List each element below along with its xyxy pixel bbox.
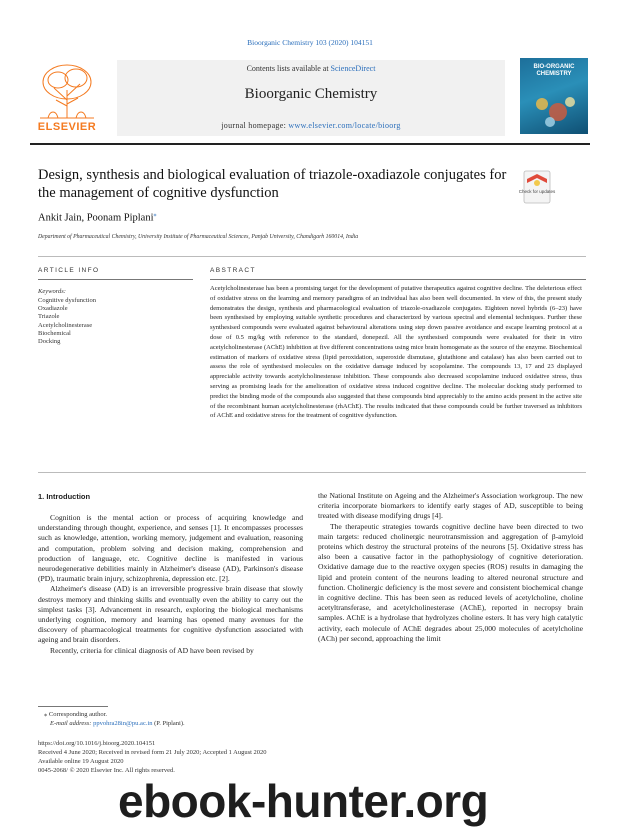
keyword-item: Biochemical <box>38 329 71 337</box>
email-suffix: (P. Piplani). <box>152 720 185 727</box>
body-column-right <box>318 491 583 644</box>
email-label: E-mail address: <box>50 720 94 727</box>
authors-names[interactable]: Ankit Jain, Poonam Piplani <box>38 212 154 224</box>
journal-name: Bioorganic Chemistry <box>244 86 378 102</box>
body-paragraph: the National Institute on Ageing and the Alzheimer's Association workgroup. The new criteria incorporate biomarkers to identify early stages of AD, susceptible to being treated with disease modifying drugs [4]. <box>318 491 583 521</box>
keyword-item: Triazole <box>38 313 60 321</box>
body-paragraph: Alzheimer's disease (AD) is an irreversible progressive brain disease that slowly destroys memory and thinking skills and eventually even the ability to carry out the simplest tasks [3]. Advancement in research, exploring the biological mechanisms underlying cognition, memory and learning has opened many avenues for the discovery of pharmacological treatments for cognitive dysfunction associated with ageing and brain disorders. <box>38 584 303 645</box>
body-column-left <box>38 513 303 656</box>
article-title: Design, synthesis and biological evaluation of triazole-oxadiazole conjugates for the management of cognitive dysfunction <box>38 167 507 201</box>
footnote-rule <box>38 706 108 707</box>
abstract-text: Acetylcholinesterase has been a promising target for the development of putative therapeutics against cognitive decline. The deleterious effect of oxidative stress on the learning and memory paradigms of an individual has also been well documented. In view of this, the present study demonstrates the design, synthesis and pharmacological evaluation of triazole-oxadiazole conjugates. Eighteen novel hybrids (6–23) have been synthesised by employing suitable synthetic procedures and characterized by various spectral and elemental techniques. Further these synthesised compounds were evaluated against behavioural alterations using step down passive avoidance and escape learning protocol at a dose of 0.5 mg/kg with reference to the standard, donepezil. All the synthesised compounds were evaluated for their in vitro acetylcholinesterase (AChE) inhibition at five different concentrations using mice brain homogenate as the source of the enzyme. Biochemical estimation of markers of oxidative stress (lipid peroxidation, superoxide dismutase, glutathione and catalase) has also been carried out to assess the role of synthesised molecules on the oxidative damage induced by scopolamine. The compounds 13, 17 and 23 displayed appreciable activity towards acetylcholinesterase inhibition. These compounds also decreased scopolamine induced oxidative stress, thus serving as promising leads for the amelioration of oxidative stress induced cognitive decline. The molecular docking study performed to predict the binding mode of the compounds also suggested that these compounds bind appreciably to the amino acids present in the active site of the recombinant human acetylcholinesterase (rhAChE). The results indicated that these compounds could be further traversed as inhibitors of AChE and oxidative stress for the treatment of cognitive dysfunction. <box>210 285 582 420</box>
corresponding-author-note: ⁎ Corresponding author. <box>44 711 108 718</box>
keyword-item: Oxadiazole <box>38 305 68 313</box>
journal-cover-title: BIO-ORGANIC CHEMISTRY <box>533 64 575 77</box>
abstract-rule <box>210 279 586 280</box>
check-for-updates-icon[interactable] <box>522 170 552 204</box>
keyword-item: Acetylcholinesterase <box>38 321 93 329</box>
doi-link[interactable]: https://doi.org/10.1016/j.bioorg.2020.104151 <box>38 740 156 747</box>
body-paragraph: Cognition is the mental action or process of acquiring knowledge and understanding through thought, experience, and senses [1]. It encompasses processes such as knowledge, attention, working memory, judgement and evaluation, reasoning and computation, problem solving and decision making, comprehension and production of language, etc. Cognitive decline is manifested in various neurodegenerative debilities mainly in Alzheimer's disease (AD), Parkinson's disease (PD), traumatic brain injury, schizophrenia, depression etc. [2]. <box>38 513 303 584</box>
homepage-link[interactable]: www.elsevier.com/locate/bioorg <box>288 121 401 130</box>
keyword-item: Cognitive dysfunction <box>38 297 96 304</box>
body-paragraph: The therapeutic strategies towards cognitive decline have been directed to two main targets: reduced cholinergic neurotransmission and aggregation of β-amyloid proteins which destroy the structural proteins of the neurons [5]. Oxidative stress has also been a causative factor in the pathophysiology of cognitive deterioration. Oxidative damage due to the reactive oxygen species (ROS) results in damaging the lipid and protein content of the neurons leading to altered neuronal structure and function. Cholinergic deficiency is the most severe and consistent biochemical change in cognitive decline. This has been seen as reduced levels of acetylcholine, choline acetyltransferase, and acetylcholinesterase (AChE), reported in necropsy brain samples. AChE is a hydrolase that hydrolyzes choline esters. It has very high catalytic activity, each molecule of AChE degrades about 25,000 molecules of acetylcholine (ACh) per second, approaching the limit <box>318 521 583 643</box>
site-watermark: ebook-hunter.org <box>118 775 489 827</box>
article-info-rule <box>38 279 193 280</box>
introduction-heading: 1. Introduction <box>38 492 91 501</box>
sciencedirect-link[interactable]: ScienceDirect <box>330 64 376 73</box>
homepage-line <box>117 121 505 130</box>
journal-citation[interactable]: Bioorganic Chemistry 103 (2020) 104151 <box>247 38 373 47</box>
header-rule <box>30 143 590 145</box>
cover-molecule-graphic <box>528 90 580 130</box>
keywords-list <box>38 297 96 346</box>
affiliation-rule <box>38 256 586 257</box>
homepage-prefix: journal homepage: <box>221 121 289 130</box>
abstract-bottom-rule <box>38 472 586 473</box>
contents-line <box>117 64 505 73</box>
corresponding-author-mark[interactable]: ⁎ <box>153 212 157 218</box>
body-paragraph: Recently, criteria for clinical diagnosis of AD have been revised by <box>50 645 254 655</box>
copyright-notice: 0045-2068/ © 2020 Elsevier Inc. All rights reserved. <box>38 767 175 774</box>
keyword-item: Docking <box>38 338 61 346</box>
article-info-heading: ARTICLE INFO <box>38 267 100 274</box>
author-list <box>38 211 157 224</box>
email-line <box>50 720 185 729</box>
check-for-updates-label[interactable]: Check for updates <box>518 189 556 194</box>
keywords-label: Keywords: <box>38 288 66 295</box>
received-dates: Received 4 June 2020; Received in revised form 21 July 2020; Accepted 1 August 2020 <box>38 749 267 756</box>
contents-prefix: Contents lists available at <box>246 64 331 73</box>
author-affiliation: Department of Pharmaceutical Chemistry, University Institute of Pharmaceutical Sciences, Panjab University, Chandigarh 160014, India <box>38 234 359 240</box>
publisher-name: ELSEVIER <box>37 121 97 133</box>
available-online: Available online 19 August 2020 <box>38 758 124 765</box>
email-link[interactable]: ppvohra28in@pu.ac.in <box>93 720 153 727</box>
abstract-heading: ABSTRACT <box>210 267 256 274</box>
